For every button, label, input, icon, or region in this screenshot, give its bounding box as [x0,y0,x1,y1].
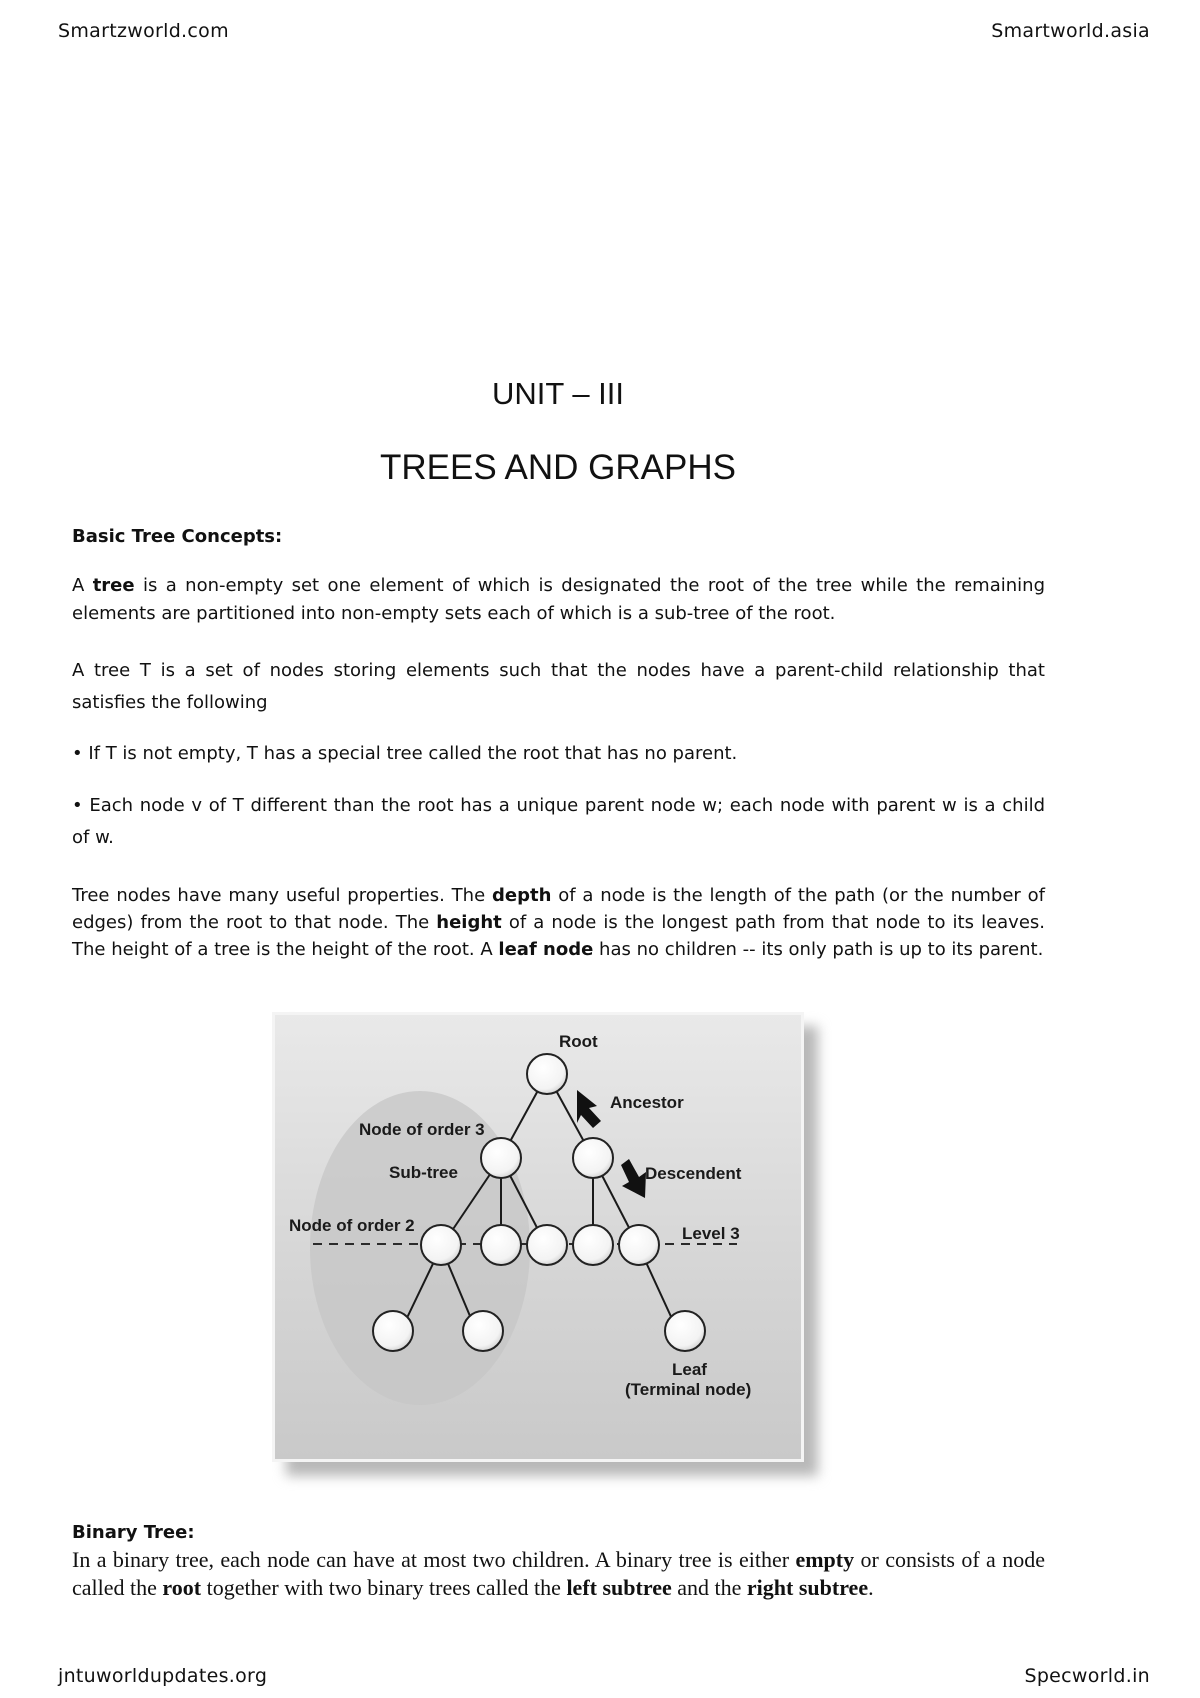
section-heading-basic-tree: Basic Tree Concepts: [72,526,283,547]
tree-node-order3 [481,1138,521,1178]
label-descendent: Descendent [645,1164,742,1183]
section-heading-binary-tree: Binary Tree: [72,1522,195,1543]
paragraph-binary-tree: In a binary tree, each node can have at most two children. A binary tree is either empty or consists of a node called the root together with two binary trees called the left subtree and the right subtree. [72,1547,1045,1600]
label-ancestor: Ancestor [610,1093,684,1112]
tree-node [373,1311,413,1351]
header-left: Smartzworld.com [58,20,229,42]
label-leaf: Leaf [672,1360,707,1379]
header-right: Smartworld.asia [991,20,1150,42]
tree-node [463,1311,503,1351]
label-level-3: Level 3 [682,1224,740,1243]
page-title: TREES AND GRAPHS [380,448,736,487]
label-root: Root [559,1032,598,1051]
tree-node-root [527,1054,567,1094]
bullet-root: • If T is not empty, T has a special tree called the root that has no parent. [72,743,738,764]
paragraph-tree-set: A tree T is a set of nodes storing elements such that the nodes have a parent-child relationship that satisfies the following [72,660,1045,713]
label-node-order-2: Node of order 2 [289,1216,415,1235]
paragraph-node-properties: Tree nodes have many useful properties. The depth of a node is the length of the path (or the number of edges) from the root to that node. The height of a node is the longest path from that node to its leaves. The height of a tree is the height of the root. A leaf node has no children -- its only path is up to its parent. [72,885,1045,960]
descendent-arrow-icon [621,1159,646,1198]
paragraph-tree-definition: A tree is a non-empty set one element of which is designated the root of the tree while the remaining elements are partitioned into non-empty sets each of which is a sub-tree of the root. [72,575,1045,624]
tree-node [481,1225,521,1265]
label-terminal-node: (Terminal node) [625,1380,752,1399]
unit-heading: UNIT – III [491,376,625,411]
figure-frame [272,1012,804,1462]
tree-node [573,1225,613,1265]
tree-node-leaf [665,1311,705,1351]
footer-right: Specworld.in [1024,1665,1150,1687]
footer-left: jntuworldupdates.org [58,1665,268,1687]
tree-node-order2 [421,1225,461,1265]
tree-node [619,1225,659,1265]
tree-diagram-svg [275,1015,804,1462]
tree-node [573,1138,613,1178]
tree-diagram [272,1012,804,1462]
bullet-parent: • Each node v of T different than the root has a unique parent node w; each node with parent w is a child of w. [72,795,1045,848]
label-subtree: Sub-tree [389,1163,458,1182]
tree-node [527,1225,567,1265]
ancestor-arrow-icon [577,1090,601,1128]
label-node-order-3: Node of order 3 [359,1120,485,1139]
